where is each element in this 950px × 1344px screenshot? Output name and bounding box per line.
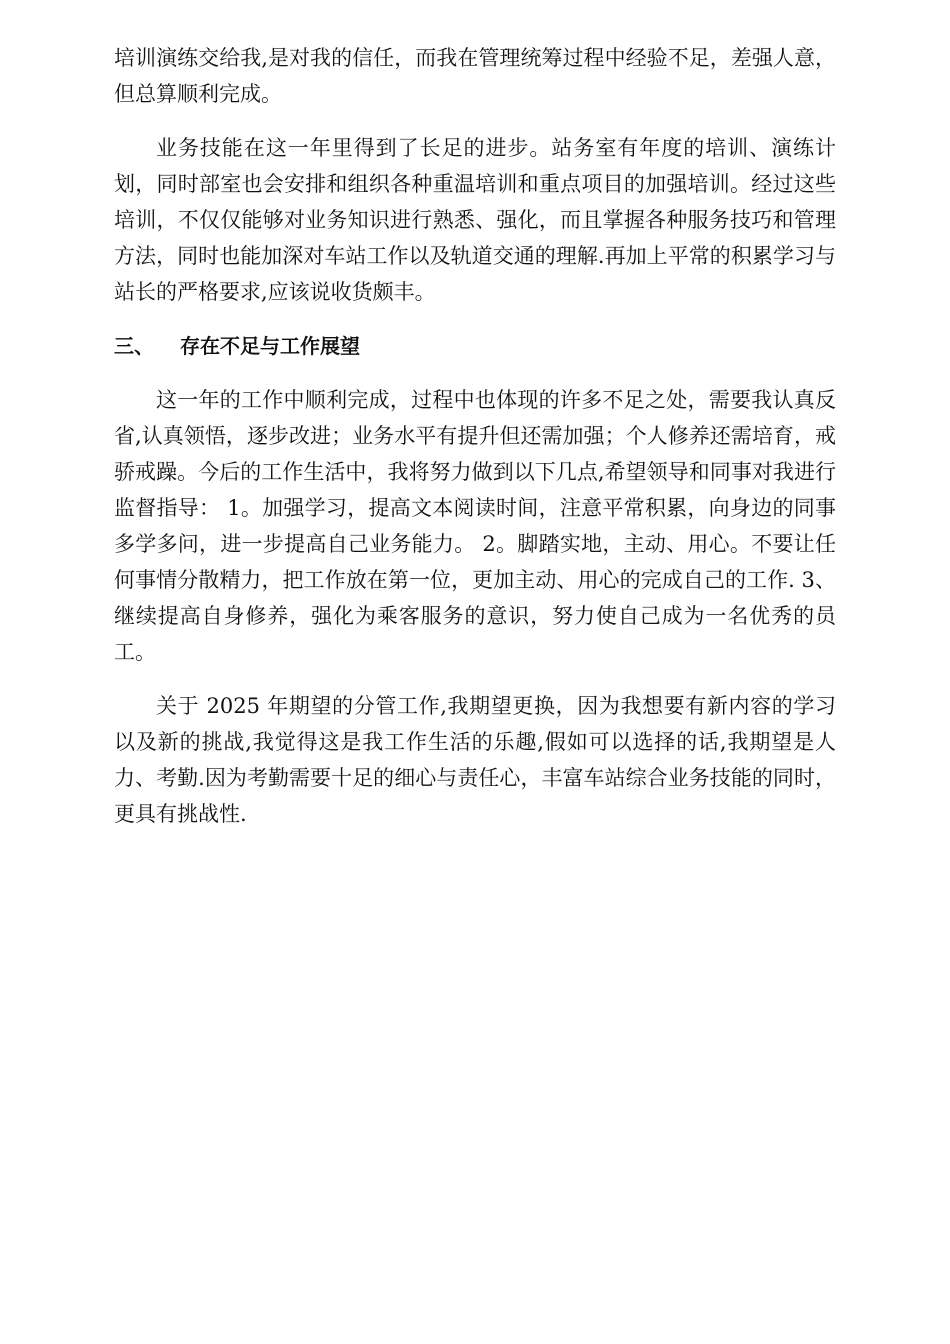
paragraph-next-year-expectation: 关于 2025 年期望的分管工作,我期望更换，因为我想要有新内容的学习以及新的挑战,我觉得这是我工作生活的乐趣,假如可以选择的话,我期望是人力、考勤.因为考勤需要十足的细心与责任心，丰富车站综合业务技能的同时，更具有挑战性. [114,694,836,826]
paragraph-training-drill: 培训演练交给我,是对我的信任，而我在管理统筹过程中经验不足，差强人意，但总算顺利完成。 [114,46,836,106]
paragraph-shortcomings-outlook: 这一年的工作中顺利完成，过程中也体现的许多不足之处，需要我认真反省,认真领悟，逐步改进；业务水平有提升但还需加强；个人修养还需培育，戒骄戒躁。今后的工作生活中，我将努力做到以下几点,希望领导和同事对我进行监督指导： 1。加强学习，提高文本阅读时间，注意平常积累，向身边的同事多学多问，进一步提高自己业务能力。 2。脚踏实地，主动、用心。不要让任何事情分散精力，把工作放在第一位，更加主动、用心的完成自己的工作. 3、继续提高自身修养，强化为乘客服务的意识，努力使自己成为一名优秀的员工。 [114,388,836,664]
section-title: 存在不足与工作展望 [180,334,360,358]
section-number: 三、 [114,334,154,358]
document-page [114,40,836,850]
section-heading [114,328,836,364]
paragraph-business-skills: 业务技能在这一年里得到了长足的进步。站务室有年度的培训、演练计划，同时部室也会安排和组织各种重温培训和重点项目的加强培训。经过这些培训，不仅仅能够对业务知识进行熟悉、强化，而且掌握各种服务技巧和管理方法，同时也能加深对车站工作以及轨道交通的理解.再加上平常的积累学习与站长的严格要求,应该说收货颇丰。 [114,136,836,304]
